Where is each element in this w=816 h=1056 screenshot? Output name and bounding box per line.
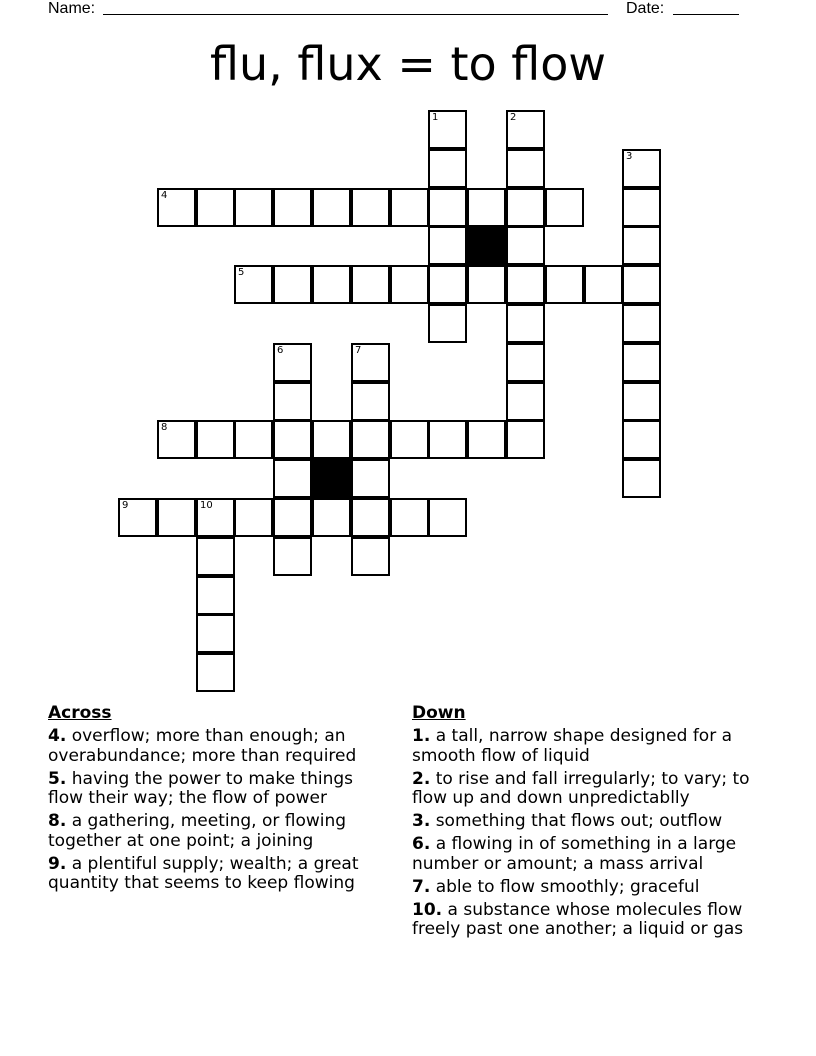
across-heading: Across [48, 703, 112, 723]
cell-number-4: 4 [161, 190, 168, 201]
grid-cell[interactable] [428, 265, 467, 304]
cell-number-8: 8 [161, 422, 168, 433]
grid-cell[interactable] [467, 420, 506, 459]
grid-cell[interactable] [506, 188, 545, 227]
grid-cell[interactable] [157, 498, 196, 537]
grid-cell[interactable] [234, 420, 273, 459]
clue-down-3: 3. something that flows out; outflow [412, 811, 723, 831]
clue-down-10: 10. a substance whose molecules flow freely past one another; a liquid or gas [412, 899, 744, 939]
cell-number-10: 10 [200, 500, 213, 511]
grid-cell[interactable] [428, 149, 467, 188]
grid-cell[interactable] [545, 188, 584, 227]
grid-cell[interactable] [196, 498, 235, 537]
grid-cell[interactable] [273, 498, 312, 537]
grid-cell[interactable] [351, 459, 390, 498]
grid-cell[interactable] [234, 498, 273, 537]
grid-cell[interactable] [506, 265, 545, 304]
grid-cell[interactable] [157, 188, 196, 227]
clue-down-2: 2. to rise and fall irregularly; to vary; to flow up and down unpredictablly [412, 768, 750, 808]
grid-cell[interactable] [467, 265, 506, 304]
black-square [312, 459, 351, 498]
grid-cell[interactable] [428, 188, 467, 227]
grid-cell[interactable] [390, 420, 429, 459]
grid-cell[interactable] [506, 110, 545, 149]
grid-cell[interactable] [273, 420, 312, 459]
grid-cell[interactable] [622, 304, 661, 343]
grid-cell[interactable] [196, 614, 235, 653]
grid-cell[interactable] [196, 188, 235, 227]
grid-cell[interactable] [273, 188, 312, 227]
grid-cell[interactable] [390, 265, 429, 304]
grid-cell[interactable] [273, 343, 312, 382]
grid-cell[interactable] [196, 576, 235, 615]
grid-cell[interactable] [351, 265, 390, 304]
page-title: flu, flux = to flow [209, 37, 607, 91]
grid-cell[interactable] [622, 459, 661, 498]
cell-number-1: 1 [432, 112, 439, 123]
clue-down-1: 1. a tall, narrow shape designed for a smooth flow of liquid [412, 726, 733, 766]
name-label-text: Name: [48, 0, 96, 17]
cell-number-3: 3 [626, 151, 633, 162]
grid-cell[interactable] [118, 498, 157, 537]
grid-cell[interactable] [234, 265, 273, 304]
grid-cell[interactable] [351, 537, 390, 576]
down-clues [412, 703, 782, 943]
grid-cell[interactable] [428, 498, 467, 537]
grid-cell[interactable] [351, 343, 390, 382]
grid-cell[interactable] [506, 226, 545, 265]
grid-cell[interactable] [428, 226, 467, 265]
clue-down-6: 6. a flowing in of something in a large number or amount; a mass arrival [412, 834, 737, 874]
grid-cell[interactable] [428, 110, 467, 149]
grid-cell[interactable] [234, 188, 273, 227]
clue-across-5: 5. having the power to make things flow their way; the flow of power [48, 768, 354, 808]
grid-cell[interactable] [506, 149, 545, 188]
grid-cell[interactable] [312, 420, 351, 459]
grid-cell[interactable] [390, 188, 429, 227]
grid-cell[interactable] [584, 265, 623, 304]
grid-cell[interactable] [467, 188, 506, 227]
cell-number-9: 9 [122, 500, 129, 511]
grid-cell[interactable] [196, 420, 235, 459]
grid-cell[interactable] [622, 343, 661, 382]
grid-cell[interactable] [622, 265, 661, 304]
clue-down-7: 7. able to flow smoothly; graceful [412, 876, 700, 897]
clue-across-9: 9. a plentiful supply; wealth; a great quantity that seems to keep flowing [48, 853, 359, 893]
grid-cell[interactable] [506, 420, 545, 459]
grid-cell[interactable] [273, 537, 312, 576]
grid-cell[interactable] [273, 382, 312, 421]
grid-cell[interactable] [351, 498, 390, 537]
cell-number-7: 7 [355, 345, 362, 356]
grid-cell[interactable] [273, 459, 312, 498]
cell-number-5: 5 [238, 267, 245, 278]
grid-cell[interactable] [506, 304, 545, 343]
grid-cell[interactable] [622, 420, 661, 459]
grid-cell[interactable] [622, 226, 661, 265]
cell-number-6: 6 [277, 345, 284, 356]
grid-cell[interactable] [312, 265, 351, 304]
grid-cell[interactable] [622, 188, 661, 227]
grid-cell[interactable] [196, 653, 235, 692]
grid-cell[interactable] [506, 382, 545, 421]
grid-cell[interactable] [157, 420, 196, 459]
grid-cell[interactable] [351, 382, 390, 421]
clue-across-4: 4. overflow; more than enough; an overabundance; more than required [48, 726, 357, 766]
grid-cell[interactable] [428, 304, 467, 343]
grid-cell[interactable] [390, 498, 429, 537]
grid-cell[interactable] [428, 420, 467, 459]
grid-cell[interactable] [622, 149, 661, 188]
grid-cell[interactable] [312, 498, 351, 537]
grid-cell[interactable] [622, 382, 661, 421]
grid-cell[interactable] [196, 537, 235, 576]
grid-cell[interactable] [506, 343, 545, 382]
grid-cell[interactable] [351, 420, 390, 459]
across-clues [48, 703, 393, 897]
grid-cell[interactable] [312, 188, 351, 227]
cell-number-2: 2 [510, 112, 517, 123]
date-label-text: Date: [626, 0, 665, 17]
down-heading: Down [412, 703, 466, 723]
grid-cell[interactable] [273, 265, 312, 304]
black-square [467, 226, 506, 265]
grid-cell[interactable] [545, 265, 584, 304]
clue-across-8: 8. a gathering, meeting, or flowing together at one point; a joining [48, 811, 347, 851]
grid-cell[interactable] [351, 188, 390, 227]
